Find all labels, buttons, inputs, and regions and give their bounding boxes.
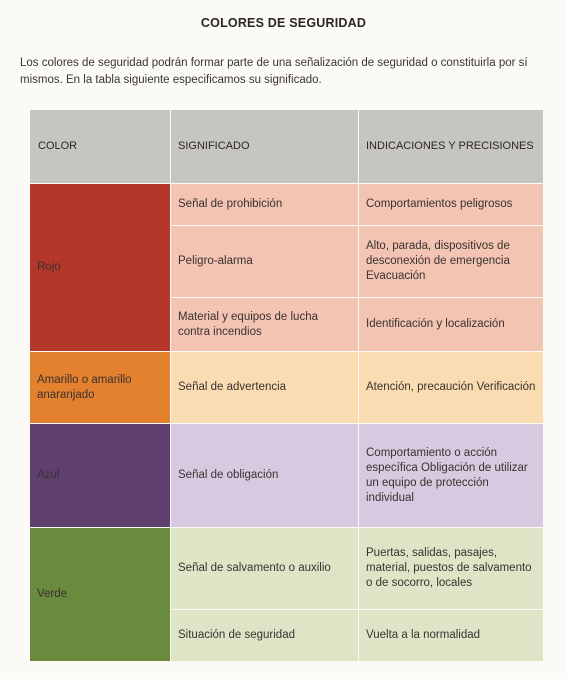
indications-cell: Comportamiento o acción específica Obligación de utilizar un equipo de protección individual <box>359 424 544 528</box>
indications-cell: Comportamientos peligrosos <box>359 184 544 226</box>
table-row <box>30 184 544 226</box>
meaning-cell: Señal de advertencia <box>171 352 359 424</box>
indications-cell: Atención, precaución Verificación <box>359 352 544 424</box>
indications-cell: Puertas, salidas, pasajes, material, puestos de salvamento o de socorro, locales <box>359 528 544 610</box>
meaning-cell: Peligro-alarma <box>171 226 359 298</box>
indications-cell: Identificación y localización <box>359 298 544 352</box>
indications-cell: Alto, parada, dispositivos de desconexión de emergencia Evacuación <box>359 226 544 298</box>
header-color: COLOR <box>30 110 171 184</box>
color-cell-yellow: Amarillo o amarillo anaranjado <box>30 352 171 424</box>
header-indications: INDICACIONES Y PRECISIONES <box>359 110 544 184</box>
meaning-cell: Señal de obligación <box>171 424 359 528</box>
color-cell-red: Rojo <box>30 184 171 352</box>
intro-paragraph: Los colores de seguridad podrán formar parte de una señalización de seguridad o constituirla por sí mismos. En la tabla siguiente especificamos su significado. <box>20 57 528 86</box>
meaning-cell: Señal de prohibición <box>171 184 359 226</box>
safety-colors-table <box>29 109 544 662</box>
header-meaning: SIGNIFICADO <box>171 110 359 184</box>
meaning-cell: Situación de seguridad <box>171 610 359 662</box>
meaning-cell: Señal de salvamento o auxilio <box>171 528 359 610</box>
table-row <box>30 424 544 528</box>
table-row <box>30 352 544 424</box>
table-header-row <box>30 110 544 184</box>
indications-cell: Vuelta a la normalidad <box>359 610 544 662</box>
page-title: COLORES DE SEGURIDAD <box>200 16 367 30</box>
color-cell-blue: Azul <box>30 424 171 528</box>
meaning-cell: Material y equipos de lucha contra incendios <box>171 298 359 352</box>
table-row <box>30 528 544 610</box>
color-cell-green: Verde <box>30 528 171 662</box>
